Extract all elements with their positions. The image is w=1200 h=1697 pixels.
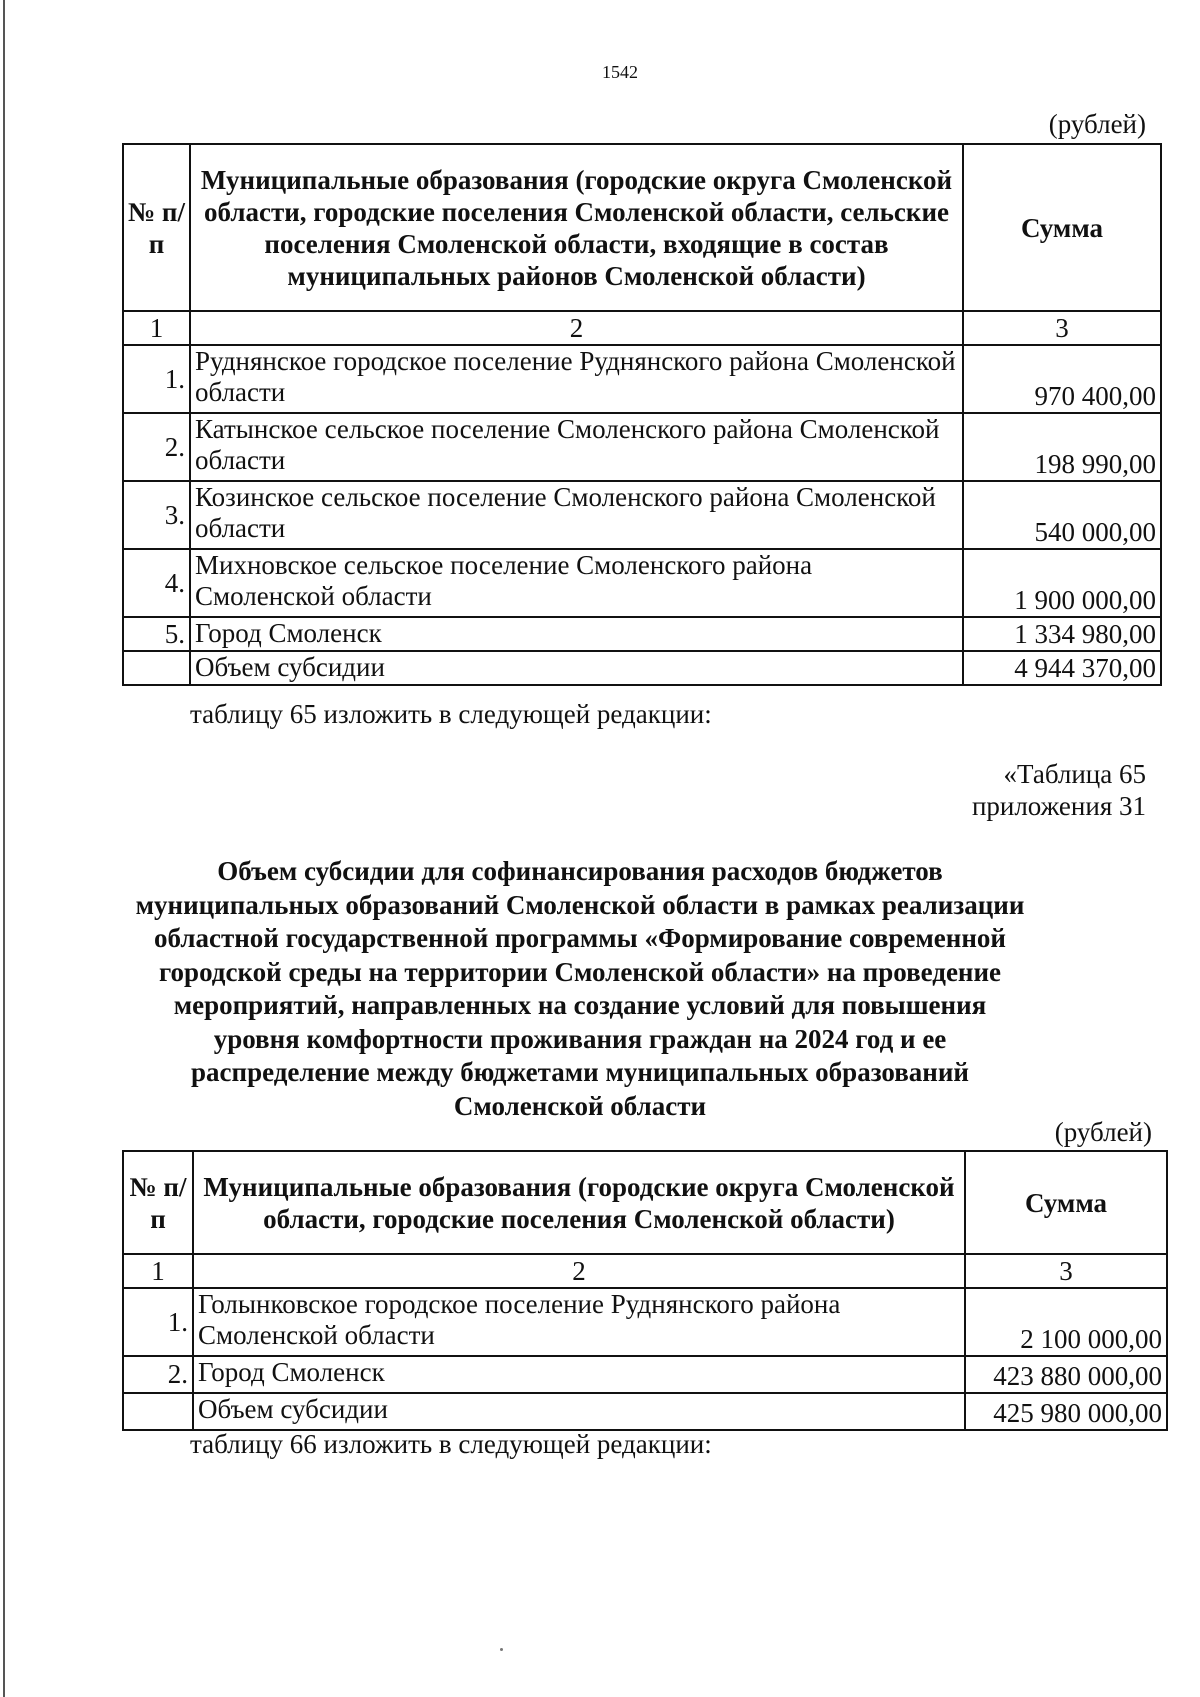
table-65-reference — [800, 758, 1146, 822]
row-name: Город Смоленск — [190, 617, 963, 651]
total-number-cell — [123, 651, 190, 685]
table-row — [123, 1288, 1167, 1356]
total-label: Объем субсидии — [190, 651, 963, 685]
row-sum: 970 400,00 — [963, 345, 1161, 413]
table-row — [123, 345, 1161, 413]
row-sum: 540 000,00 — [963, 481, 1161, 549]
header-number: № п/п — [123, 144, 190, 311]
table-row — [123, 481, 1161, 549]
table-row — [123, 549, 1161, 617]
total-number-cell — [123, 1393, 193, 1430]
row-name: Голынковское городское поселение Руднянского района Смоленской области — [193, 1288, 965, 1356]
table-64-units: (рублей) — [1048, 109, 1146, 139]
table-65-label: «Таблица 65 — [1003, 759, 1146, 789]
scan-speck — [500, 1648, 503, 1651]
row-sum: 1 900 000,00 — [963, 549, 1161, 617]
header-name: Муниципальные образования (городские округа Смоленской области, городские поселения Смоленской области) — [193, 1151, 965, 1254]
row-name: Катынское сельское поселение Смоленского района Смоленской области — [190, 413, 963, 481]
row-number: 2. — [123, 413, 190, 481]
table-65-title: Объем субсидии для софинансирования расходов бюджетов муниципальных образований Смоленской области в рамках реализации областной государственной программы «Формирование современной городской среды на территории Смоленской области» на проведение мероприятий, направленных на создание условий для повышения уровня комфортности проживания граждан на 2024 год и ее распределение между бюджетами муниципальных образований Смоленской области — [135, 856, 1025, 1121]
row-sum: 1 334 980,00 — [963, 617, 1161, 651]
column-number-2: 2 — [190, 311, 963, 345]
table-row — [123, 617, 1161, 651]
table-64 — [122, 143, 1162, 686]
row-number: 1. — [123, 345, 190, 413]
table-row — [123, 413, 1161, 481]
instruction-table-66: таблицу 66 изложить в следующей редакции: — [190, 1429, 712, 1459]
row-name: Михновское сельское поселение Смоленского района Смоленской области — [190, 549, 963, 617]
column-number-3: 3 — [965, 1254, 1167, 1288]
row-name: Город Смоленск — [193, 1356, 965, 1393]
page-number: 1542 — [602, 62, 638, 82]
row-sum: 2 100 000,00 — [965, 1288, 1167, 1356]
row-name: Руднянское городское поселение Руднянского района Смоленской области — [190, 345, 963, 413]
table-row — [123, 1356, 1167, 1393]
appendix-label: приложения 31 — [971, 791, 1146, 821]
header-sum: Сумма — [963, 144, 1161, 311]
instruction-table-65: таблицу 65 изложить в следующей редакции: — [190, 699, 712, 729]
total-label: Объем субсидии — [193, 1393, 965, 1430]
row-sum: 198 990,00 — [963, 413, 1161, 481]
table-total-row — [123, 651, 1161, 685]
table-65-units: (рублей) — [1054, 1117, 1152, 1147]
table-total-row — [123, 1393, 1167, 1430]
column-number-1: 1 — [123, 1254, 193, 1288]
column-number-2: 2 — [193, 1254, 965, 1288]
row-number: 2. — [123, 1356, 193, 1393]
header-name: Муниципальные образования (городские округа Смоленской области, городские поселения Смоленской области, сельские поселения Смоленской области, входящие в состав муниципальных районов Смоленской области) — [190, 144, 963, 311]
row-number: 4. — [123, 549, 190, 617]
header-sum: Сумма — [965, 1151, 1167, 1254]
row-number: 3. — [123, 481, 190, 549]
total-sum: 425 980 000,00 — [965, 1393, 1167, 1430]
total-sum: 4 944 370,00 — [963, 651, 1161, 685]
row-number: 1. — [123, 1288, 193, 1356]
row-name: Козинское сельское поселение Смоленского района Смоленской области — [190, 481, 963, 549]
table-65 — [122, 1150, 1168, 1431]
column-number-3: 3 — [963, 311, 1161, 345]
scan-margin-line — [3, 0, 5, 1697]
header-number: № п/п — [123, 1151, 193, 1254]
column-number-1: 1 — [123, 311, 190, 345]
row-sum: 423 880 000,00 — [965, 1356, 1167, 1393]
row-number: 5. — [123, 617, 190, 651]
